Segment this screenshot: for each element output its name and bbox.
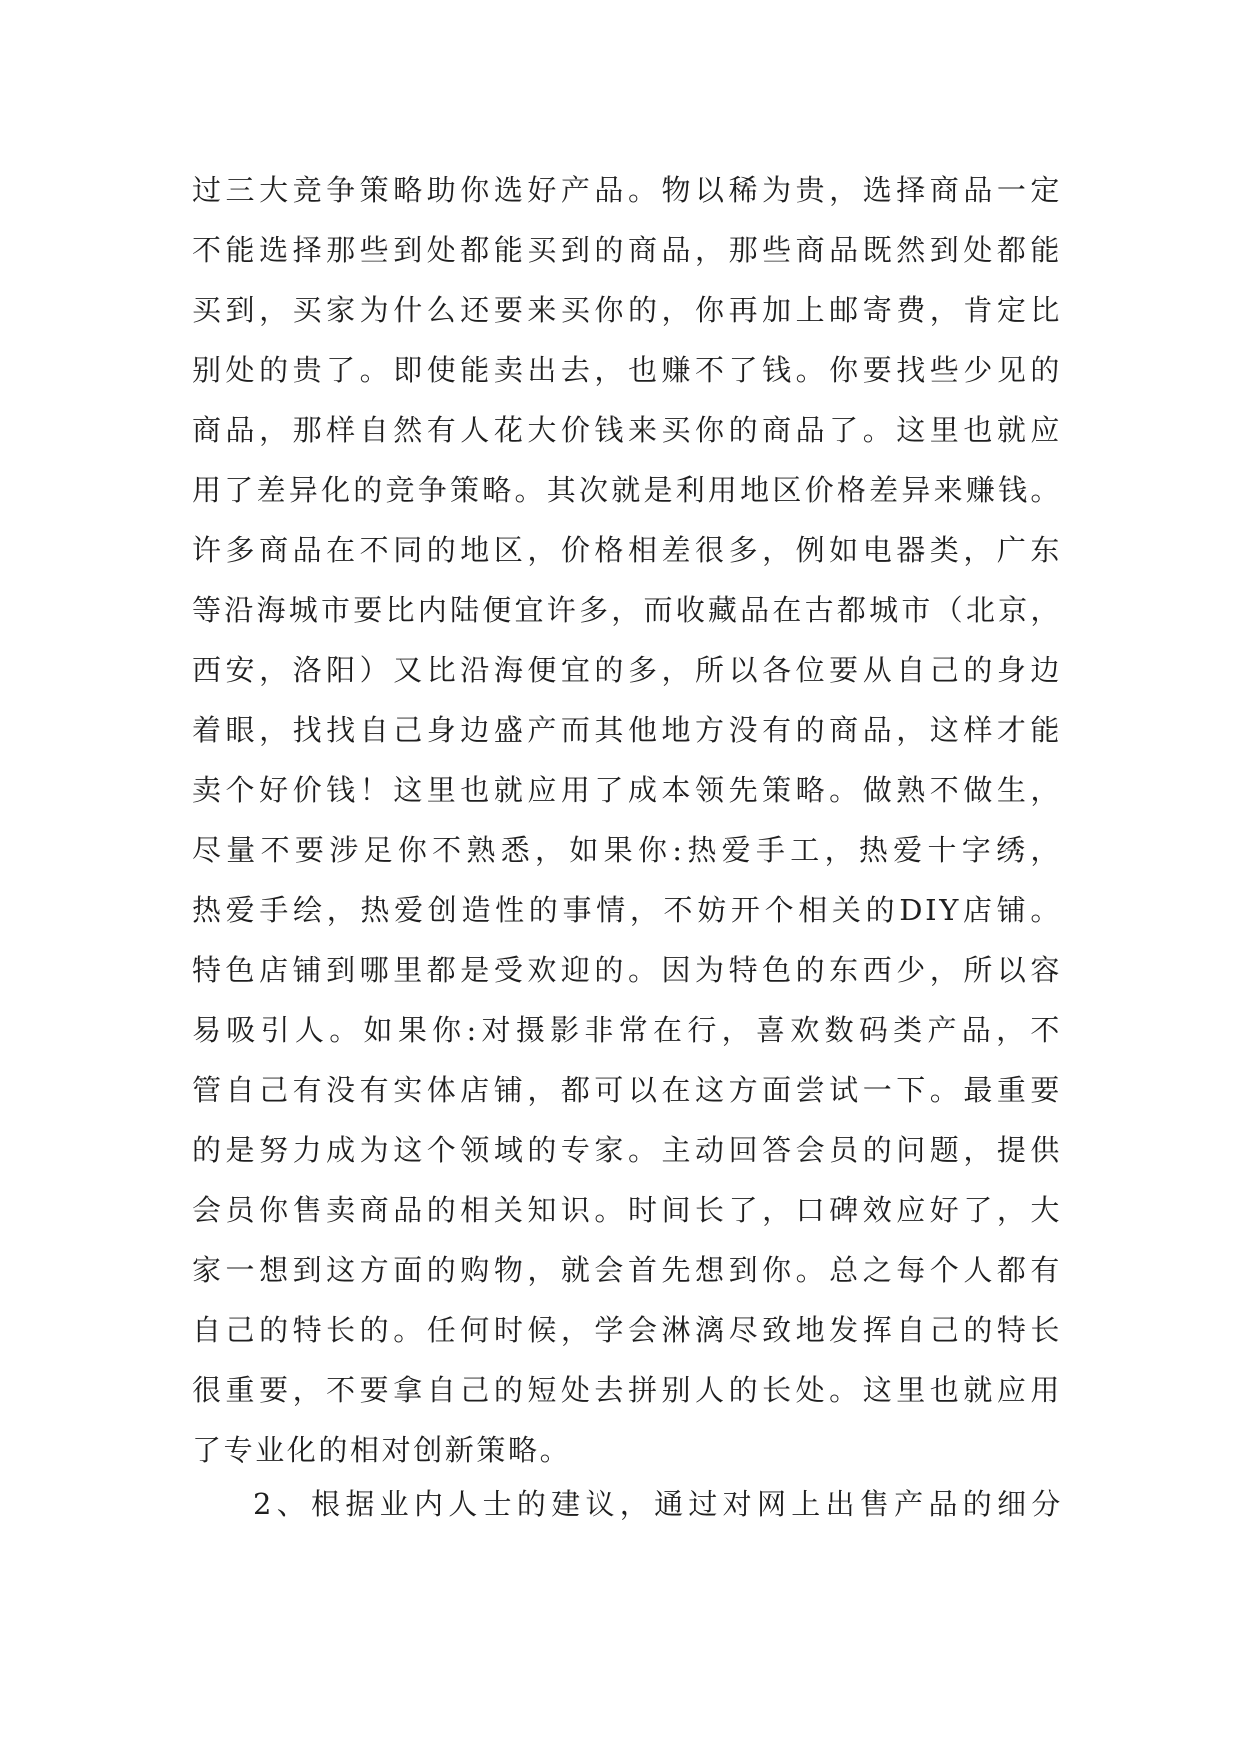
text-line: 许多商品在不同的地区，价格相差很多，例如电器类，广东 [192, 533, 1062, 567]
text-line: 别处的贵了。即使能卖出去，也赚不了钱。你要找些少见的 [192, 353, 1062, 387]
text-line: 等沿海城市要比内陆便宜许多，而收藏品在古都城市（北京， [192, 593, 1062, 627]
text-line: 买到，买家为什么还要来买你的，你再加上邮寄费，肯定比 [192, 293, 1062, 327]
text-line: 家一想到这方面的购物，就会首先想到你。总之每个人都有 [192, 1253, 1062, 1287]
text-line: 尽量不要涉足你不熟悉，如果你:热爱手工，热爱十字绣， [192, 833, 1062, 867]
text-line: 易吸引人。如果你:对摄影非常在行，喜欢数码类产品，不 [192, 1013, 1062, 1047]
body-paragraph-1 [192, 160, 1062, 1480]
text-line: 卖个好价钱！这里也就应用了成本领先策略。做熟不做生， [192, 773, 1062, 807]
text-line: 的是努力成为这个领域的专家。主动回答会员的问题，提供 [192, 1133, 1062, 1167]
text-line: 商品，那样自然有人花大价钱来买你的商品了。这里也就应 [192, 413, 1062, 447]
text-line: 会员你售卖商品的相关知识。时间长了，口碑效应好了，大 [192, 1193, 1062, 1227]
text-line: 用了差异化的竞争策略。其次就是利用地区价格差异来赚钱。 [192, 473, 1062, 507]
text-line: 自己的特长的。任何时候，学会淋漓尽致地发挥自己的特长 [192, 1313, 1062, 1347]
text-line: 着眼，找找自己身边盛产而其他地方没有的商品，这样才能 [192, 713, 1062, 747]
text-line: 了专业化的相对创新策略。 [192, 1433, 572, 1467]
text-line: 热爱手绘，热爱创造性的事情，不妨开个相关的DIY店铺。 [192, 893, 1062, 927]
text-line: 2、根据业内人士的建议，通过对网上出售产品的细分 [253, 1487, 1063, 1521]
text-line: 西安，洛阳）又比沿海便宜的多，所以各位要从自己的身边 [192, 653, 1062, 687]
text-line: 管自己有没有实体店铺，都可以在这方面尝试一下。最重要 [192, 1073, 1062, 1107]
text-line: 很重要，不要拿自己的短处去拼别人的长处。这里也就应用 [192, 1373, 1062, 1407]
body-paragraph-2 [253, 1474, 1063, 1534]
text-line: 过三大竞争策略助你选好产品。物以稀为贵，选择商品一定 [192, 173, 1062, 207]
text-line: 不能选择那些到处都能买到的商品，那些商品既然到处都能 [192, 233, 1062, 267]
text-line: 特色店铺到哪里都是受欢迎的。因为特色的东西少，所以容 [192, 953, 1062, 987]
